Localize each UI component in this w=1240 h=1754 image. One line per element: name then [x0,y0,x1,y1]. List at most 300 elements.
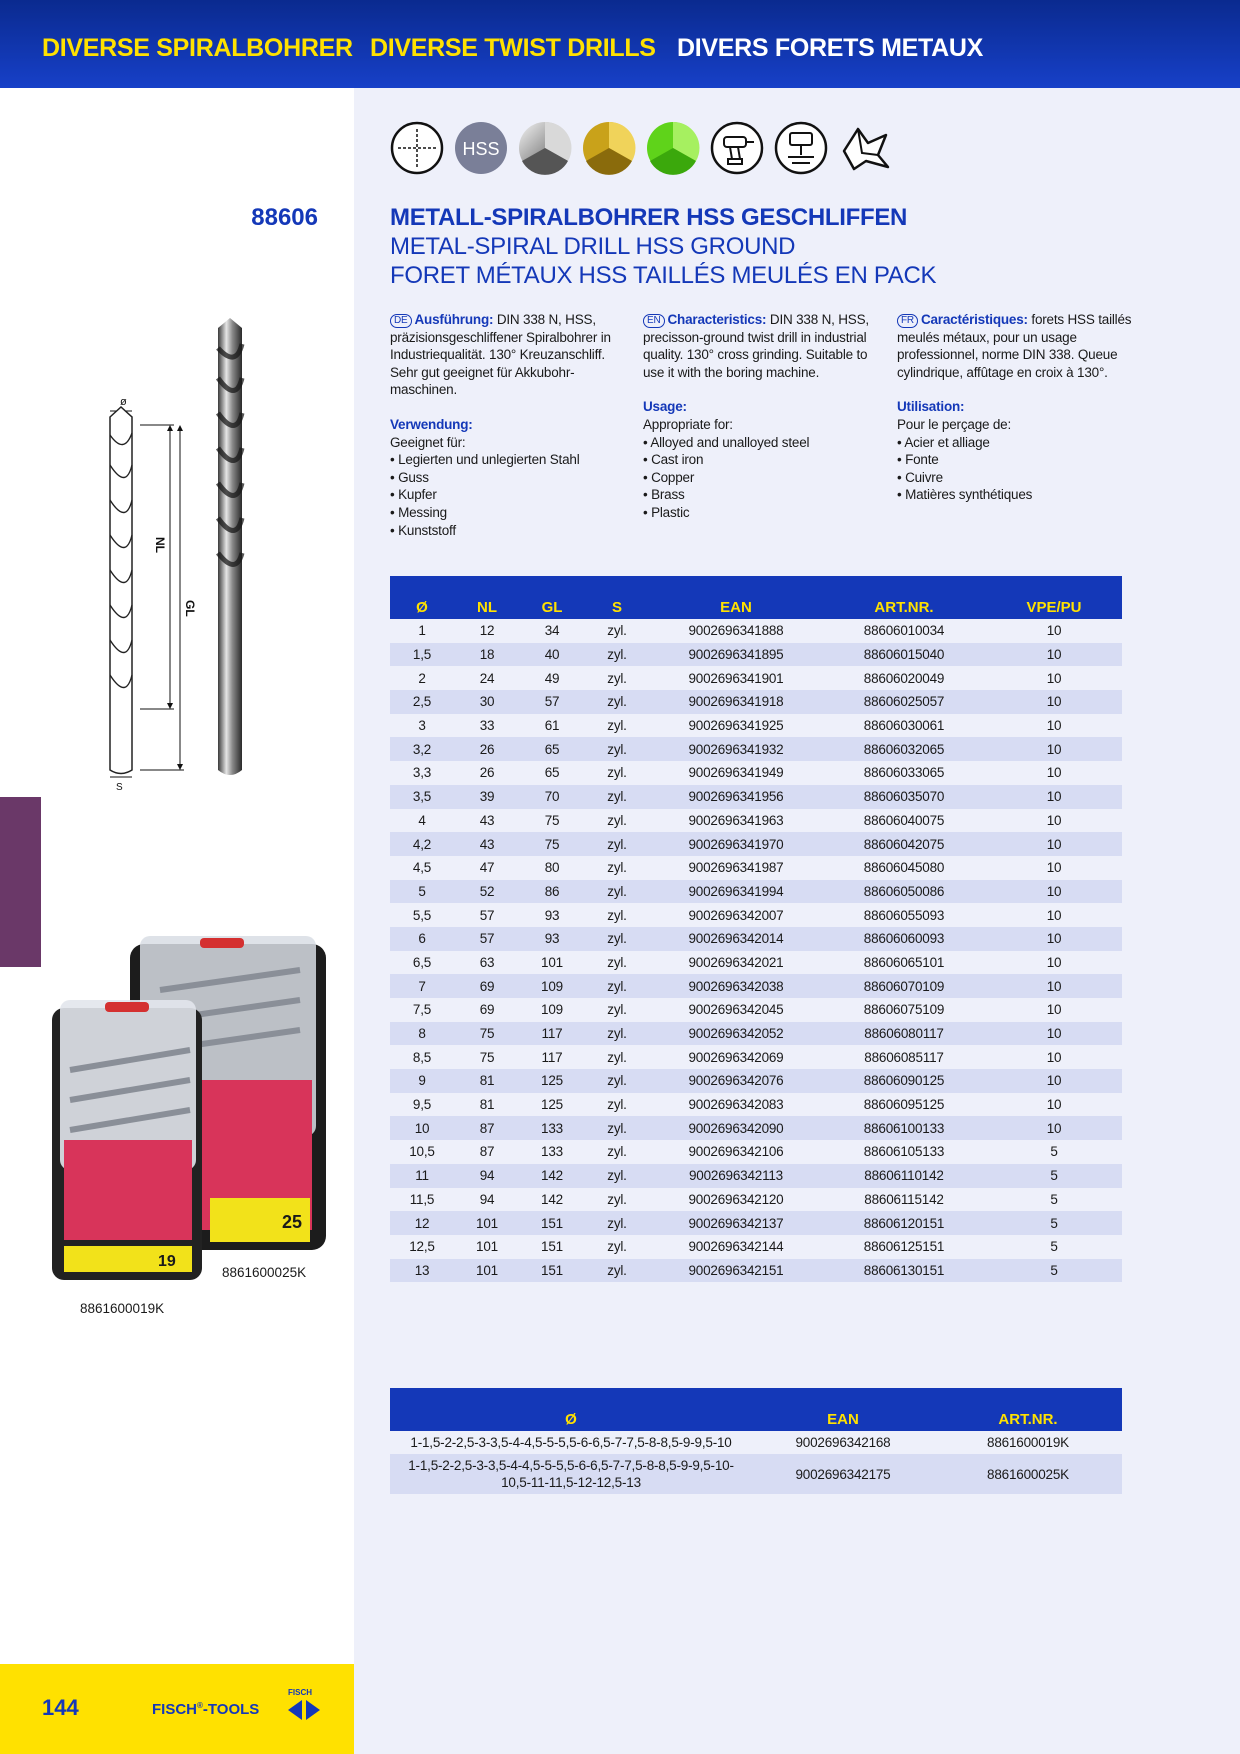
cell-nl: 101 [454,1259,520,1283]
cell-ean: 9002696341932 [650,737,822,761]
cell-diameter: 2 [390,666,454,690]
table-row [390,1022,1122,1046]
cell-diameter: 1 [390,619,454,643]
hss-badge-icon [454,121,508,175]
fisch-logo-icon [284,1686,324,1722]
cell-vpe-pu: 5 [986,1140,1122,1164]
col-header-gl: GL [520,576,584,619]
gl-dimension-label: GL [183,600,197,617]
cell-ean: 9002696342069 [650,1045,822,1069]
cell-vpe-pu: 10 [986,927,1122,951]
article-number: 88606 [251,204,318,231]
table-row [390,1188,1122,1212]
cell-vpe-pu: 10 [986,714,1122,738]
cell-gl: 65 [520,761,584,785]
cell-gl: 151 [520,1235,584,1259]
cell-nl: 57 [454,903,520,927]
cell-nl: 81 [454,1069,520,1093]
table-row [390,856,1122,880]
cell-diameter: 9 [390,1069,454,1093]
table-row [390,1211,1122,1235]
header-title-en: DIVERSE TWIST DRILLS [370,34,656,62]
lang-badge-en: EN [643,314,665,328]
col-header-ean: EAN [650,576,822,619]
cell-diameter: 1,5 [390,643,454,667]
cell-gl: 101 [520,951,584,975]
cell-nl: 94 [454,1188,520,1212]
set-25-label: 25 [282,1212,303,1232]
cell-vpe-pu: 10 [986,643,1122,667]
cell-vpe-pu: 5 [986,1211,1122,1235]
shank-label: S [116,782,123,793]
table-row [390,643,1122,667]
usage-item: • Kupfer [390,487,437,503]
cell-vpe-pu: 10 [986,619,1122,643]
table-row [390,1140,1122,1164]
cell-art-nr: 88606090125 [822,1069,986,1093]
header-title-de: DIVERSE SPIRALBOHRER [42,34,353,62]
cell-gl: 57 [520,690,584,714]
cell-gl: 86 [520,880,584,904]
cell-art-nr: 88606050086 [822,880,986,904]
cell-vpe-pu: 10 [986,998,1122,1022]
cell-nl: 26 [454,737,520,761]
table-row [390,809,1122,833]
cell-art-nr: 88606033065 [822,761,986,785]
cell-gl: 117 [520,1022,584,1046]
usage-item: • Acier et alliage [897,434,990,450]
cell-s: zyl. [584,1045,650,1069]
usage-item: • Plastic [643,504,690,520]
cell-ean: 9002696342090 [650,1116,822,1140]
usage-intro-fr: Pour le perçage de: [897,416,1012,432]
cell-nl: 12 [454,619,520,643]
cell-s: zyl. [584,809,650,833]
cell-s: zyl. [584,1235,650,1259]
silver-finish-icon [518,121,572,175]
cell-diameter: 3,3 [390,761,454,785]
brand-suffix: -TOOLS [202,1701,260,1718]
cell-s: zyl. [584,1093,650,1117]
cell-nl: 101 [454,1235,520,1259]
usage-intro-en: Appropriate for: [643,416,733,432]
lang-badge-fr: FR [897,314,918,328]
usage-intro-de: Geeignet für: [390,434,466,450]
table-row [390,1454,1122,1494]
cell-vpe-pu: 5 [986,1164,1122,1188]
product-title-de: METALL-SPIRALBOHRER HSS GESCHLIFFEN [390,204,908,231]
cell-nl: 26 [454,761,520,785]
cell-diameter: 5,5 [390,903,454,927]
cell-s: zyl. [584,714,650,738]
cell-s: zyl. [584,951,650,975]
usage-item: • Guss [390,469,429,485]
usage-item: • Messing [390,504,447,520]
cell-s: zyl. [584,1211,650,1235]
cell-nl: 94 [454,1164,520,1188]
lang-badge-de: DE [390,314,412,328]
set-19-label: 19 [158,1253,176,1270]
cell-ean: 9002696342021 [650,951,822,975]
cell-gl: 65 [520,737,584,761]
set-col-header-art-nr: ART.NR. [934,1388,1122,1431]
cell-ean: 9002696342038 [650,974,822,998]
cell-diameter: 3,5 [390,785,454,809]
brand-registered: ® [197,1701,203,1710]
cell-ean: 9002696341970 [650,832,822,856]
set-caption-large: 8861600025K [222,1265,307,1280]
cell-nl: 63 [454,951,520,975]
cell-ean: 9002696342120 [650,1188,822,1212]
cell-gl: 80 [520,856,584,880]
cell-art-nr: 88606110142 [822,1164,986,1188]
green-color-code-icon [646,121,700,175]
cell-vpe-pu: 10 [986,974,1122,998]
cell-s: zyl. [584,761,650,785]
cell-ean: 9002696342014 [650,927,822,951]
col-header-nl: NL [454,576,520,619]
usage-item: • Cast iron [643,452,704,468]
characteristics-label-de: Ausführung: [414,312,494,327]
cell-nl: 75 [454,1045,520,1069]
cell-art-nr: 88606060093 [822,927,986,951]
col-header-vpe-pu: VPE/PU [986,576,1122,619]
cell-vpe-pu: 5 [986,1235,1122,1259]
cell-diameter: 12 [390,1211,454,1235]
cell-nl: 18 [454,643,520,667]
cell-vpe-pu: 10 [986,690,1122,714]
cell-nl: 52 [454,880,520,904]
product-title-fr: FORET MÉTAUX HSS TAILLÉS MEULÉS EN PACK [390,262,937,289]
cell-diameter: 3 [390,714,454,738]
cell-s: zyl. [584,1140,650,1164]
cell-diameter: 8,5 [390,1045,454,1069]
cylindrical-shank-icon [390,121,444,175]
cell-nl: 69 [454,974,520,998]
cell-vpe-pu: 10 [986,809,1122,833]
cell-vpe-pu: 10 [986,785,1122,809]
cell-diameter: 7 [390,974,454,998]
cell-s: zyl. [584,880,650,904]
set-ean: 9002696342175 [752,1454,934,1494]
col-header-s: S [584,576,650,619]
cell-ean: 9002696341987 [650,856,822,880]
cell-ean: 9002696342113 [650,1164,822,1188]
spec-table [390,576,1122,1282]
table-row [390,714,1122,738]
table-row [390,1093,1122,1117]
cell-s: zyl. [584,974,650,998]
table-row [390,785,1122,809]
cell-art-nr: 88606120151 [822,1211,986,1235]
cell-ean: 9002696341925 [650,714,822,738]
cell-gl: 109 [520,974,584,998]
hss-badge-label: HSS [462,139,500,159]
cell-nl: 24 [454,666,520,690]
cell-vpe-pu: 10 [986,856,1122,880]
table-row [390,737,1122,761]
set-sizes: 1-1,5-2-2,5-3-3,5-4-4,5-5-5,5-6-6,5-7-7,5-8-8,5-9-9,5-10-10,5-11-11,5-12-12,5-13 [390,1454,752,1494]
cell-vpe-pu: 10 [986,761,1122,785]
cell-gl: 61 [520,714,584,738]
diameter-label: ø [120,396,127,408]
cell-ean: 9002696342151 [650,1259,822,1283]
cell-art-nr: 88606055093 [822,903,986,927]
cross-grinding-tip-icon [838,121,892,175]
cell-nl: 57 [454,927,520,951]
cell-diameter: 11,5 [390,1188,454,1212]
usage-item: • Fonte [897,452,939,468]
cell-diameter: 6,5 [390,951,454,975]
table-row [390,1045,1122,1069]
table-row [390,998,1122,1022]
usage-item: • Alloyed and unalloyed steel [643,434,810,450]
cell-gl: 34 [520,619,584,643]
cell-vpe-pu: 5 [986,1188,1122,1212]
usage-item: • Brass [643,487,685,503]
cell-diameter: 8 [390,1022,454,1046]
table-row [390,951,1122,975]
set-art-nr: 8861600025K [934,1454,1122,1494]
cell-ean: 9002696341901 [650,666,822,690]
cell-gl: 75 [520,809,584,833]
cell-vpe-pu: 10 [986,737,1122,761]
cell-ean: 9002696341963 [650,809,822,833]
cell-art-nr: 88606065101 [822,951,986,975]
cell-gl: 133 [520,1140,584,1164]
cell-diameter: 11 [390,1164,454,1188]
cell-gl: 49 [520,666,584,690]
cell-ean: 9002696342045 [650,998,822,1022]
set-table [390,1388,1122,1494]
cell-diameter: 3,2 [390,737,454,761]
usage-item: • Kunststoff [390,522,456,538]
cell-vpe-pu: 10 [986,903,1122,927]
cell-vpe-pu: 10 [986,880,1122,904]
table-row [390,927,1122,951]
characteristics-label-en: Characteristics: [667,312,767,327]
cell-s: zyl. [584,1188,650,1212]
cell-art-nr: 88606030061 [822,714,986,738]
brand-name [152,1701,259,1718]
usage-label-fr: Utilisation: [897,399,965,415]
table-row [390,690,1122,714]
cell-ean: 9002696342052 [650,1022,822,1046]
cell-diameter: 6 [390,927,454,951]
characteristics-text-fr: forets HSS taillés meulés métaux, pour un usage professionnel, norme DIN 338. Queue cylindrique, affûtage en croix à 130°. [897,312,1132,380]
cell-ean: 9002696341949 [650,761,822,785]
cell-art-nr: 88606115142 [822,1188,986,1212]
cell-s: zyl. [584,998,650,1022]
gold-finish-icon [582,121,636,175]
cell-gl: 93 [520,927,584,951]
usage-item: • Cuivre [897,469,943,485]
usage-item: • Matières synthétiques [897,487,1033,503]
cell-vpe-pu: 5 [986,1259,1122,1283]
cell-nl: 101 [454,1211,520,1235]
drill-press-icon [774,121,828,175]
cell-s: zyl. [584,903,650,927]
cell-diameter: 9,5 [390,1093,454,1117]
description-en [643,311,883,522]
cell-ean: 9002696342007 [650,903,822,927]
logo-text: FISCH [288,1688,312,1697]
cell-ean: 9002696342137 [650,1211,822,1235]
cell-art-nr: 88606025057 [822,690,986,714]
set-sizes: 1-1,5-2-2,5-3-3,5-4-4,5-5-5,5-6-6,5-7-7,5-8-8,5-9-9,5-10 [390,1431,752,1454]
cell-s: zyl. [584,927,650,951]
cell-ean: 9002696341895 [650,643,822,667]
cell-s: zyl. [584,643,650,667]
cell-s: zyl. [584,1022,650,1046]
cell-diameter: 12,5 [390,1235,454,1259]
cell-art-nr: 88606035070 [822,785,986,809]
characteristics-text-de: DIN 338 N, HSS, präzisionsgeschliffener Spiralbohrer in Industriequalität. 130° Kreuzanschliff. Sehr gut geeignet für Akkubohr-maschinen. [390,312,611,398]
cell-nl: 30 [454,690,520,714]
nl-dimension-label: NL [153,537,167,553]
cell-diameter: 10 [390,1116,454,1140]
cell-art-nr: 88606085117 [822,1045,986,1069]
table-row [390,666,1122,690]
cell-s: zyl. [584,737,650,761]
cell-ean: 9002696342106 [650,1140,822,1164]
table-row [390,974,1122,998]
set-ean: 9002696342168 [752,1431,934,1454]
cell-diameter: 7,5 [390,998,454,1022]
cell-gl: 133 [520,1116,584,1140]
table-row [390,880,1122,904]
set-col-header-ean: EAN [752,1388,934,1431]
cell-ean: 9002696342076 [650,1069,822,1093]
cell-nl: 81 [454,1093,520,1117]
cell-s: zyl. [584,856,650,880]
cell-gl: 125 [520,1093,584,1117]
cell-s: zyl. [584,619,650,643]
cell-art-nr: 88606070109 [822,974,986,998]
cell-vpe-pu: 10 [986,1022,1122,1046]
cell-art-nr: 88606080117 [822,1022,986,1046]
cell-nl: 47 [454,856,520,880]
cell-art-nr: 88606040075 [822,809,986,833]
cell-ean: 9002696341918 [650,690,822,714]
cell-art-nr: 88606100133 [822,1116,986,1140]
page-header [0,0,1240,88]
cell-gl: 151 [520,1211,584,1235]
cell-gl: 70 [520,785,584,809]
cell-ean: 9002696341888 [650,619,822,643]
table-row [390,619,1122,643]
cell-gl: 117 [520,1045,584,1069]
cell-ean: 9002696342083 [650,1093,822,1117]
cell-gl: 109 [520,998,584,1022]
cell-ean: 9002696342144 [650,1235,822,1259]
cell-ean: 9002696341994 [650,880,822,904]
side-section-tab [0,797,41,967]
cell-ean: 9002696341956 [650,785,822,809]
cordless-drill-icon [710,121,764,175]
characteristics-text-en: DIN 338 N, HSS, precisson-ground twist drill in industrial quality. 130° cross grinding. Suitable to use it with the boring machine. [643,312,869,380]
set-art-nr: 8861600019K [934,1431,1122,1454]
cell-art-nr: 88606032065 [822,737,986,761]
set-caption-small: 8861600019K [80,1301,165,1316]
cell-s: zyl. [584,1164,650,1188]
cell-diameter: 4,2 [390,832,454,856]
cell-s: zyl. [584,1069,650,1093]
cell-diameter: 13 [390,1259,454,1283]
drill-set-boxes-photo [50,930,340,1290]
table-row [390,1116,1122,1140]
cell-s: zyl. [584,1116,650,1140]
cell-vpe-pu: 10 [986,1093,1122,1117]
spec-table-header [390,576,1122,619]
usage-item: • Legierten und unlegierten Stahl [390,452,580,468]
cell-nl: 69 [454,998,520,1022]
table-row [390,832,1122,856]
description-de [390,311,630,539]
cell-s: zyl. [584,1259,650,1283]
table-row [390,1164,1122,1188]
page-number: 144 [42,1695,79,1720]
cell-art-nr: 88606075109 [822,998,986,1022]
usage-item: • Copper [643,469,695,485]
header-title-fr: DIVERS FORETS METAUX [677,34,984,62]
description-fr [897,311,1137,504]
cell-art-nr: 88606045080 [822,856,986,880]
col-header-diameter: Ø [390,576,454,619]
cell-s: zyl. [584,832,650,856]
cell-diameter: 2,5 [390,690,454,714]
cell-art-nr: 88606015040 [822,643,986,667]
usage-label-en: Usage: [643,399,687,415]
characteristics-label-fr: Caractéristiques: [920,312,1028,327]
cell-nl: 43 [454,809,520,833]
cell-gl: 40 [520,643,584,667]
cell-nl: 87 [454,1140,520,1164]
cell-nl: 39 [454,785,520,809]
cell-art-nr: 88606105133 [822,1140,986,1164]
cell-s: zyl. [584,690,650,714]
drill-bit-photo [200,318,260,778]
cell-art-nr: 88606010034 [822,619,986,643]
cell-gl: 75 [520,832,584,856]
cell-gl: 93 [520,903,584,927]
cell-nl: 33 [454,714,520,738]
cell-art-nr: 88606020049 [822,666,986,690]
usage-label-de: Verwendung: [390,416,473,432]
cell-art-nr: 88606130151 [822,1259,986,1283]
table-row [390,1235,1122,1259]
brand-main: FISCH [152,1701,197,1718]
table-row [390,761,1122,785]
set-col-header-diameter: Ø [390,1388,752,1431]
cell-vpe-pu: 10 [986,666,1122,690]
table-row [390,1069,1122,1093]
cell-diameter: 5 [390,880,454,904]
cell-nl: 75 [454,1022,520,1046]
cell-vpe-pu: 10 [986,951,1122,975]
cell-vpe-pu: 10 [986,1069,1122,1093]
cell-nl: 87 [454,1116,520,1140]
set-table-header [390,1388,1122,1431]
cell-vpe-pu: 10 [986,1116,1122,1140]
table-row [390,903,1122,927]
cell-art-nr: 88606095125 [822,1093,986,1117]
col-header-art-nr: ART.NR. [822,576,986,619]
cell-diameter: 4,5 [390,856,454,880]
cell-nl: 43 [454,832,520,856]
table-row [390,1431,1122,1454]
cell-gl: 142 [520,1188,584,1212]
